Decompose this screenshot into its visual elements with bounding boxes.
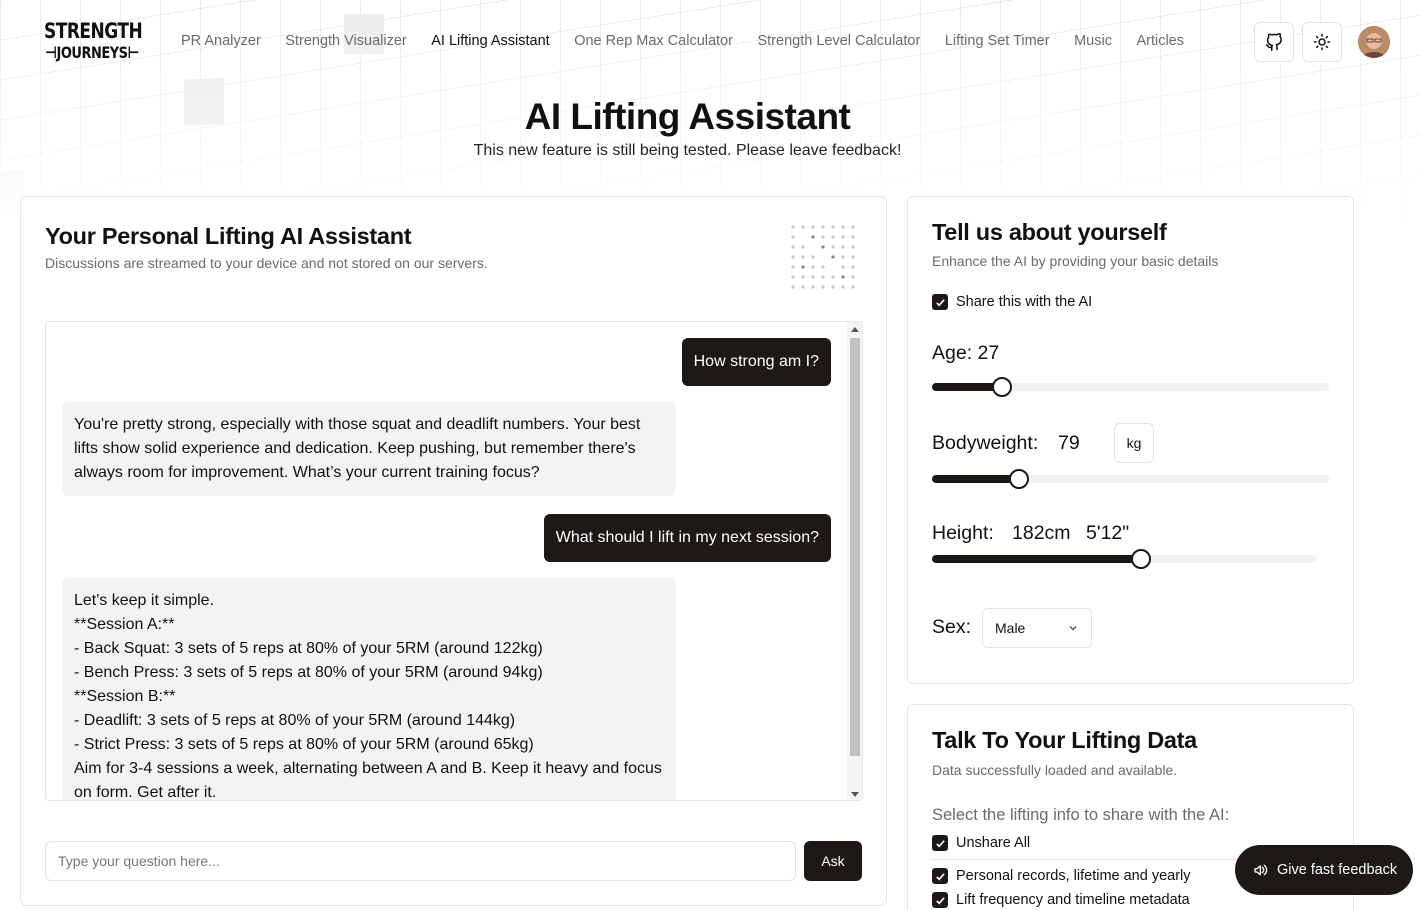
nav-link-ai-lifting-assistant[interactable]: AI Lifting Assistant — [431, 33, 550, 49]
bodyweight-slider-thumb[interactable] — [1009, 469, 1029, 489]
chat-scrollbar[interactable] — [847, 322, 862, 801]
share-profile-checkbox[interactable] — [932, 294, 1092, 310]
personal-records-checkbox[interactable] — [932, 868, 1191, 884]
sex-select-value: Male — [995, 620, 1026, 636]
theme-toggle-button[interactable] — [1302, 22, 1342, 62]
chat-messages — [45, 321, 863, 801]
lift-frequency-label: Lift frequency and timeline metadata — [956, 892, 1190, 908]
nav-link-strength-visualizer[interactable]: Strength Visualizer — [285, 33, 407, 49]
brand-logo[interactable] — [44, 19, 143, 64]
nav-link-strength-level-calculator[interactable]: Strength Level Calculator — [757, 33, 921, 49]
lift-frequency-checkbox[interactable] — [932, 892, 1190, 908]
nav-link-lifting-set-timer[interactable]: Lifting Set Timer — [944, 33, 1050, 49]
bodyweight-label: Bodyweight: — [932, 432, 1039, 454]
bodyweight-slider-fill — [932, 475, 1019, 483]
checkbox-checked-icon[interactable] — [932, 835, 948, 851]
chevron-down-icon — [1067, 622, 1079, 634]
height-label: Height: — [932, 522, 994, 544]
nav-link-music[interactable]: Music — [1074, 33, 1112, 49]
github-button[interactable] — [1254, 22, 1294, 62]
chat-description: Discussions are streamed to your device and not stored on our servers. — [45, 255, 488, 271]
age-slider[interactable] — [932, 383, 1329, 391]
assistant-message — [62, 578, 676, 801]
checkbox-checked-icon[interactable] — [932, 294, 948, 310]
height-ft: 5'12" — [1086, 522, 1130, 544]
give-feedback-button[interactable] — [1235, 845, 1413, 895]
scroll-down-arrow-icon[interactable] — [851, 792, 859, 797]
data-select-label: Select the lifting info to share with the AI: — [932, 806, 1230, 824]
assistant-message-text: Let's keep it simple. **Session A:** - Back Squat: 3 sets of 5 reps at 80% of your 5RM (around 122kg) - Bench Press: 3 sets of 5 reps at 80% of your 5RM (around 94kg) **Session B:** - Deadlift: 3 sets of 5 reps at 80% of your 5RM (around 144kg) - Strict Press: 3 sets of 5 reps at 80% of your 5RM (around 65kg) Aim for 3-4 sessions a week, alternating between A and B. Keep it heavy and focus on form. Get after it. — [74, 592, 662, 801]
assistant-message-text: You're pretty strong, especially with those squat and deadlift numbers. Your best lifts show solid experience and dedication. Keep pushing, but remember there's always room for improvement. What’s your current training focus? — [74, 416, 645, 481]
height-slider-fill — [932, 555, 1141, 563]
sun-icon — [1313, 33, 1331, 51]
give-feedback-label: Give fast feedback — [1277, 862, 1398, 878]
profile-title: Tell us about yourself — [932, 219, 1167, 245]
unshare-all-label: Unshare All — [956, 835, 1031, 851]
height-cm: 182cm — [1012, 522, 1071, 544]
weight-unit-toggle[interactable]: kg — [1114, 423, 1154, 463]
question-input[interactable] — [45, 841, 796, 881]
chat-title: Your Personal Lifting AI Assistant — [45, 223, 412, 249]
brand-line-2: ⊣JOURNEYS⊢ — [45, 44, 139, 63]
megaphone-icon — [1253, 862, 1269, 878]
nav-link-one-rep-max-calculator[interactable]: One Rep Max Calculator — [574, 33, 733, 49]
avatar-image — [1358, 26, 1390, 58]
nav-link-pr-analyzer[interactable]: PR Analyzer — [181, 33, 261, 49]
sex-select[interactable] — [982, 608, 1092, 648]
page-subtitle: This new feature is still being tested. Please leave feedback! — [473, 142, 902, 159]
top-navigation — [0, 0, 1420, 84]
user-avatar[interactable] — [1358, 26, 1390, 58]
nav-links — [181, 33, 1209, 49]
brand-line-1: STRENGTH — [44, 19, 143, 45]
assistant-message — [62, 402, 676, 496]
age-slider-thumb[interactable] — [992, 377, 1012, 397]
user-message: What should I lift in my next session? — [544, 514, 831, 562]
data-title: Talk To Your Lifting Data — [932, 727, 1197, 753]
height-slider[interactable] — [932, 555, 1316, 563]
age-label: Age: 27 — [932, 342, 1000, 364]
share-profile-label: Share this with the AI — [956, 294, 1093, 310]
chat-card — [20, 196, 887, 906]
ask-button[interactable]: Ask — [804, 841, 862, 881]
data-description: Data successfully loaded and available. — [932, 762, 1178, 778]
scroll-thumb[interactable] — [850, 338, 860, 756]
height-slider-thumb[interactable] — [1131, 549, 1151, 569]
scroll-up-arrow-icon[interactable] — [851, 327, 859, 332]
checkbox-checked-icon[interactable] — [932, 892, 948, 908]
personal-records-label: Personal records, lifetime and yearly — [956, 868, 1191, 884]
page-title: AI Lifting Assistant — [524, 96, 851, 137]
bodyweight-value: 79 — [1058, 432, 1080, 454]
checkbox-checked-icon[interactable] — [932, 868, 948, 884]
dots-decoration — [791, 225, 859, 293]
user-message: How strong am I? — [682, 338, 831, 386]
sex-label: Sex: — [932, 616, 972, 638]
profile-card — [907, 196, 1354, 684]
profile-description: Enhance the AI by providing your basic details — [932, 253, 1219, 269]
github-icon — [1265, 33, 1283, 51]
bodyweight-slider[interactable] — [932, 475, 1329, 483]
unshare-all-checkbox[interactable] — [932, 835, 1030, 851]
nav-link-articles[interactable]: Articles — [1136, 33, 1184, 49]
